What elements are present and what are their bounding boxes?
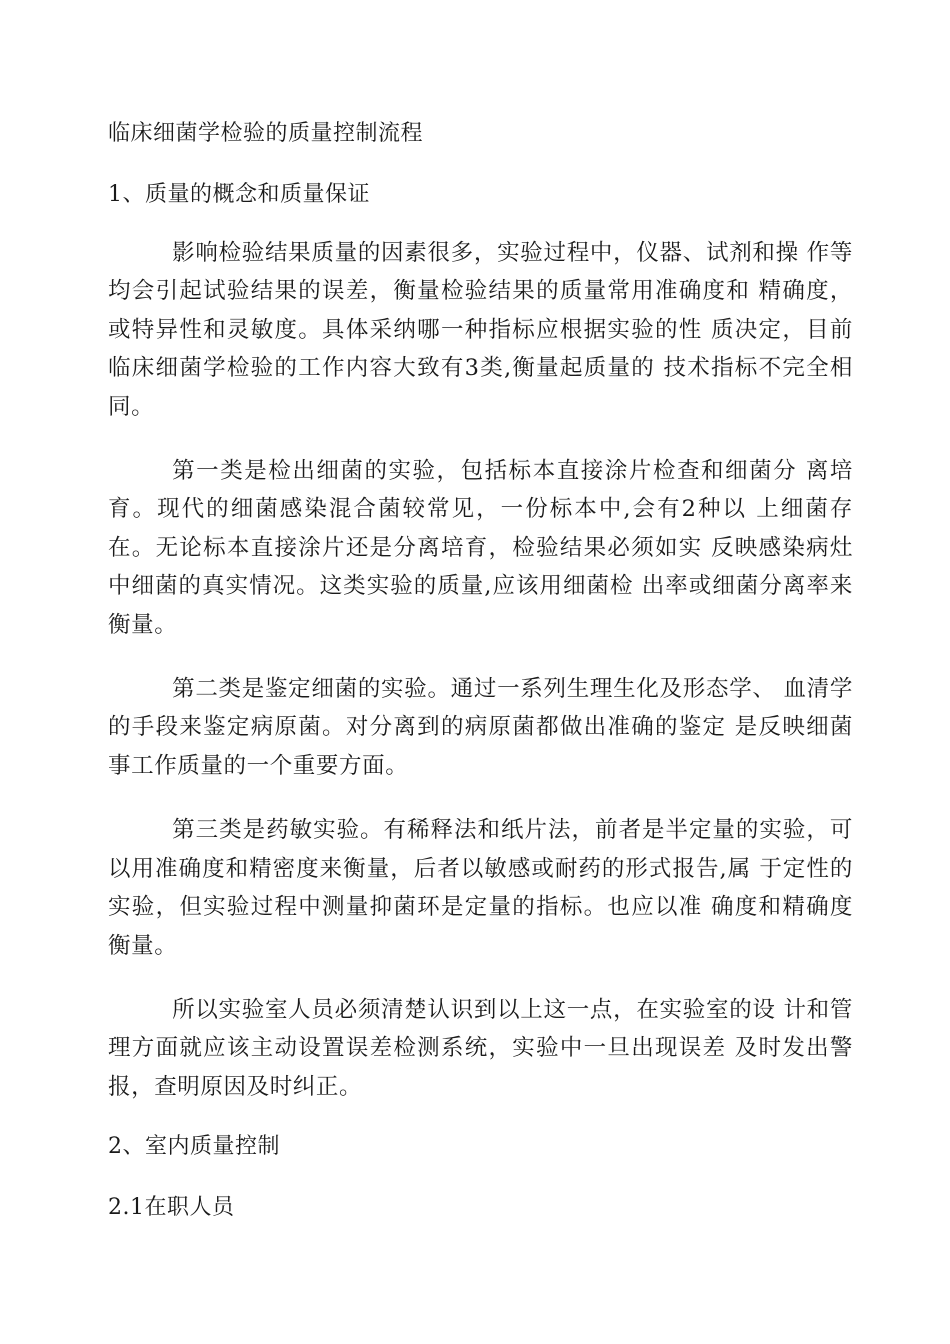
- paragraph-conclusion: 所以实验室人员必须清楚认识到以上这一点，在实验室的设 计和管理方面就应该主动设置误差检测系统，实验中一旦出现误差 及时发出警报，查明原因及时纠正。: [108, 996, 853, 1100]
- document-page: [108, 112, 853, 1247]
- paragraph-type-one: 第一类是检出细菌的实验，包括标本直接涂片检查和细菌分 离培育。现代的细菌感染混合菌较常见，一份标本中,会有2种以 上细菌存在。无论标本直接涂片还是分离培育，检验结果必须如实 反映感染病灶中细菌的真实情况。这类实验的质量,应该用细菌检 出率或细菌分离率来衡量。: [108, 458, 853, 638]
- paragraph-type-two: 第二类是鉴定细菌的实验。通过一系列生理生化及形态学、 血清学的手段来鉴定病原菌。对分离到的病原菌都做出准确的鉴定 是反映细菌事工作质量的一个重要方面。: [108, 676, 853, 779]
- section-2-heading: 2、室内质量控制: [108, 1134, 280, 1160]
- paragraph-type-three: 第三类是药敏实验。有稀释法和纸片法，前者是半定量的实验，可以用准确度和精密度来衡量，后者以敏感或耐药的形式报告,属 于定性的实验，但实验过程中测量抑菌环是定量的指标。也应以准 确度和精确度衡量。: [108, 817, 853, 959]
- section-1-heading: 1、质量的概念和质量保证: [108, 182, 370, 207]
- document-title: 临床细菌学检验的质量控制流程: [108, 121, 424, 146]
- paragraph-quality-factors: 影响检验结果质量的因素很多，实验过程中，仪器、试剂和操 作等均会引起试验结果的误差，衡量检验结果的质量常用准确度和 精确度，或特异性和灵敏度。具体采纳哪一种指标应根据实验的性 质决定，目前临床细菌学检验的工作内容大致有3类,衡量起质量的 技术指标不完全相同。: [108, 240, 853, 420]
- section-2-1-heading: 2.1在职人员: [108, 1195, 235, 1221]
